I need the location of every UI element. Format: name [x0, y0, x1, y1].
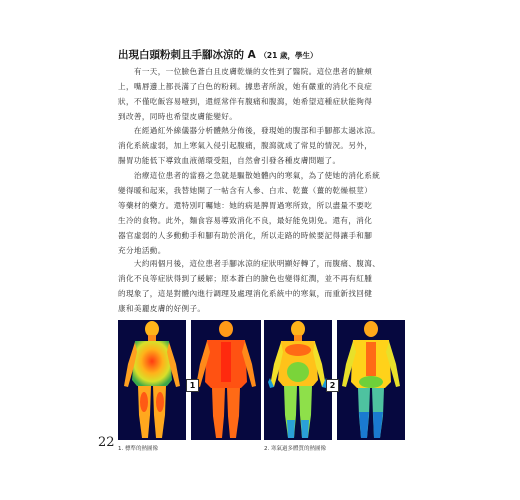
- paragraph-3: [118, 169, 422, 258]
- text-line: 上，嘴唇邊上都長滿了白色的粉刺。據患者所說，她有嚴重的消化不良症: [118, 81, 373, 91]
- text-line: 器官虛弱的人多動動手和腳有助於消化，所以走路的時候要記得讓手和腳: [118, 230, 373, 240]
- section-subtitle: （21 歲，學生）: [259, 51, 318, 60]
- figure-1-badge: 1: [186, 379, 199, 392]
- figure-1-caption: 1. 標準的熱圖像: [118, 446, 158, 452]
- section-heading: [118, 47, 318, 62]
- text-line: 在經過紅外線儀器分析體熱分佈後，發現她的腹部和手腳都太過冰涼。: [118, 126, 381, 135]
- text-line: 康和美麗皮膚的好例子。: [118, 303, 206, 313]
- text-line: 充分地活動。: [118, 245, 166, 255]
- text-line: 到改善，同時也希望皮膚能變好。: [118, 111, 238, 121]
- paragraph-1: [118, 65, 422, 125]
- thermal-image-cold-front: [264, 320, 332, 440]
- text-line: 生冷的食物。此外，麵食容易導致消化不良，最好能免則免。還有，消化: [118, 215, 373, 225]
- text-line: 治療這位患者的當務之急就是驅散她體內的寒氣，為了使她的消化系統: [118, 171, 381, 180]
- text-line: 腸胃功能低下導致血液循環受阻，自然會引發各種皮膚問題了。: [118, 155, 341, 165]
- text-line: 的現象了，這是對體內進行調理及處理消化系統中的寒氣，而重新找回健: [118, 288, 373, 298]
- text-line: 變得暖和起來，我替她開了一帖含有人參、白朮、乾薑（薑的乾燥根莖）: [118, 185, 373, 195]
- text-line: 有一天，一位臉色蒼白且皮膚乾燥的女性到了醫院。這位患者的臉頰: [118, 67, 373, 76]
- text-line: 消化不良等症狀得到了緩解；原本蒼白的臉色也變得紅潤，並不再有紅腫: [118, 273, 373, 283]
- text-line: 等藥材的藥方。還特別叮囑她：她的病是脾胃過寒所致，所以盡量不要吃: [118, 200, 373, 210]
- figure-2-caption: 2. 寒氣過多體質的熱圖像: [264, 446, 326, 452]
- thermal-figures: [118, 320, 405, 440]
- text-line: 消化系統虛弱，加上寒氣入侵引起腹痛，腹瀉就成了常見的情況。另外，: [118, 140, 373, 150]
- text-line: 大約兩個月後，這位患者手腳冰涼的症狀明顯好轉了，而腹痛、腹瀉、: [118, 259, 381, 268]
- section-title: 出現白頭粉刺且手腳冰涼的 A: [118, 49, 256, 61]
- paragraph-4: [118, 257, 422, 317]
- thermal-image-standard-back: [191, 320, 261, 440]
- page-number: 22: [98, 435, 115, 450]
- paragraph-2: [118, 124, 422, 169]
- figure-2-badge: 2: [326, 379, 339, 392]
- thermal-image-cold-back: [337, 320, 405, 440]
- thermal-image-standard-front: [118, 320, 186, 440]
- text-line: 狀，不僅吃飯容易噎到，還經常伴有腹痛和腹瀉，她希望這種症狀能夠得: [118, 96, 373, 106]
